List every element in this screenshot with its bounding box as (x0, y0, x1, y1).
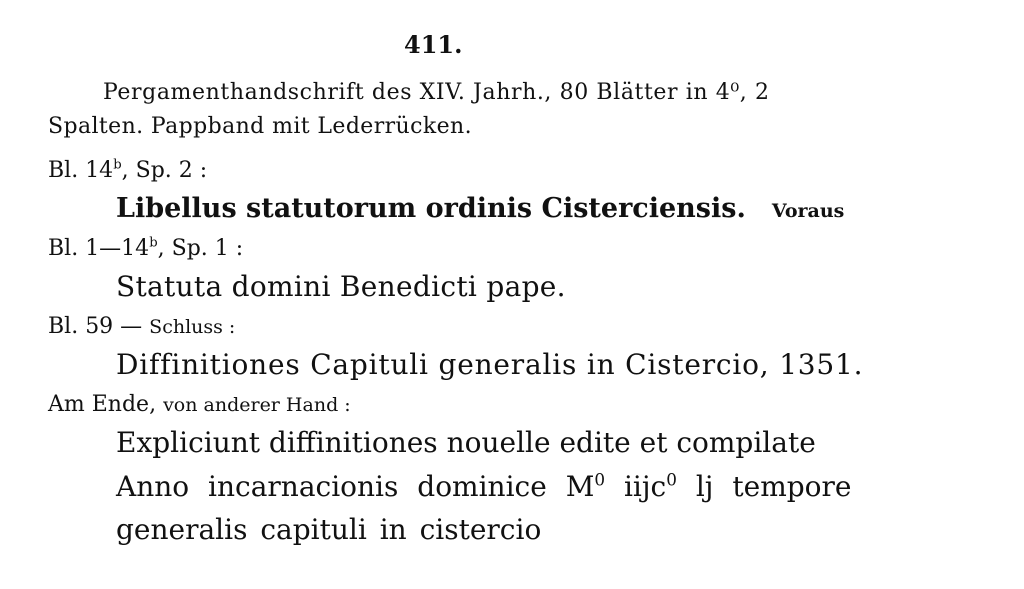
section1-trailing: Voraus (771, 200, 845, 222)
description-line-2: Spalten. Pappband mit Lederrücken. (48, 114, 472, 139)
section2-reference: Bl. 1—14$^b$, Sp. 1 : (48, 235, 244, 261)
section3-text: Diffinitiones Capituli generalis in Cistercio, 1351. (116, 348, 864, 381)
section1-heading (116, 193, 844, 224)
section4-reference: Am Ende, von anderer Hand : (48, 392, 351, 417)
section1-title: Libellus statutorum ordinis Cisterciensis. (116, 193, 746, 224)
section4-line-2: Anno incarnacionis dominice $M^0$ iijc$^0$ lj tempore (116, 469, 852, 503)
description-line-1: Pergamenthandschrift des XIV. Jahrh., 80 Blätter in 4⁰, 2 (103, 80, 770, 105)
page-number: 411. (404, 30, 463, 59)
section3-reference: Bl. 59 — Schluss : (48, 314, 236, 339)
section1-reference: Bl. 14$^b$, Sp. 2 : (48, 157, 208, 183)
section4-line-1: Expliciunt diffinitiones nouelle edite et compilate (116, 426, 816, 459)
section2-text: Statuta domini Benedicti pape. (116, 270, 566, 303)
section4-line-3: generalis capituli in cistercio (116, 513, 542, 546)
